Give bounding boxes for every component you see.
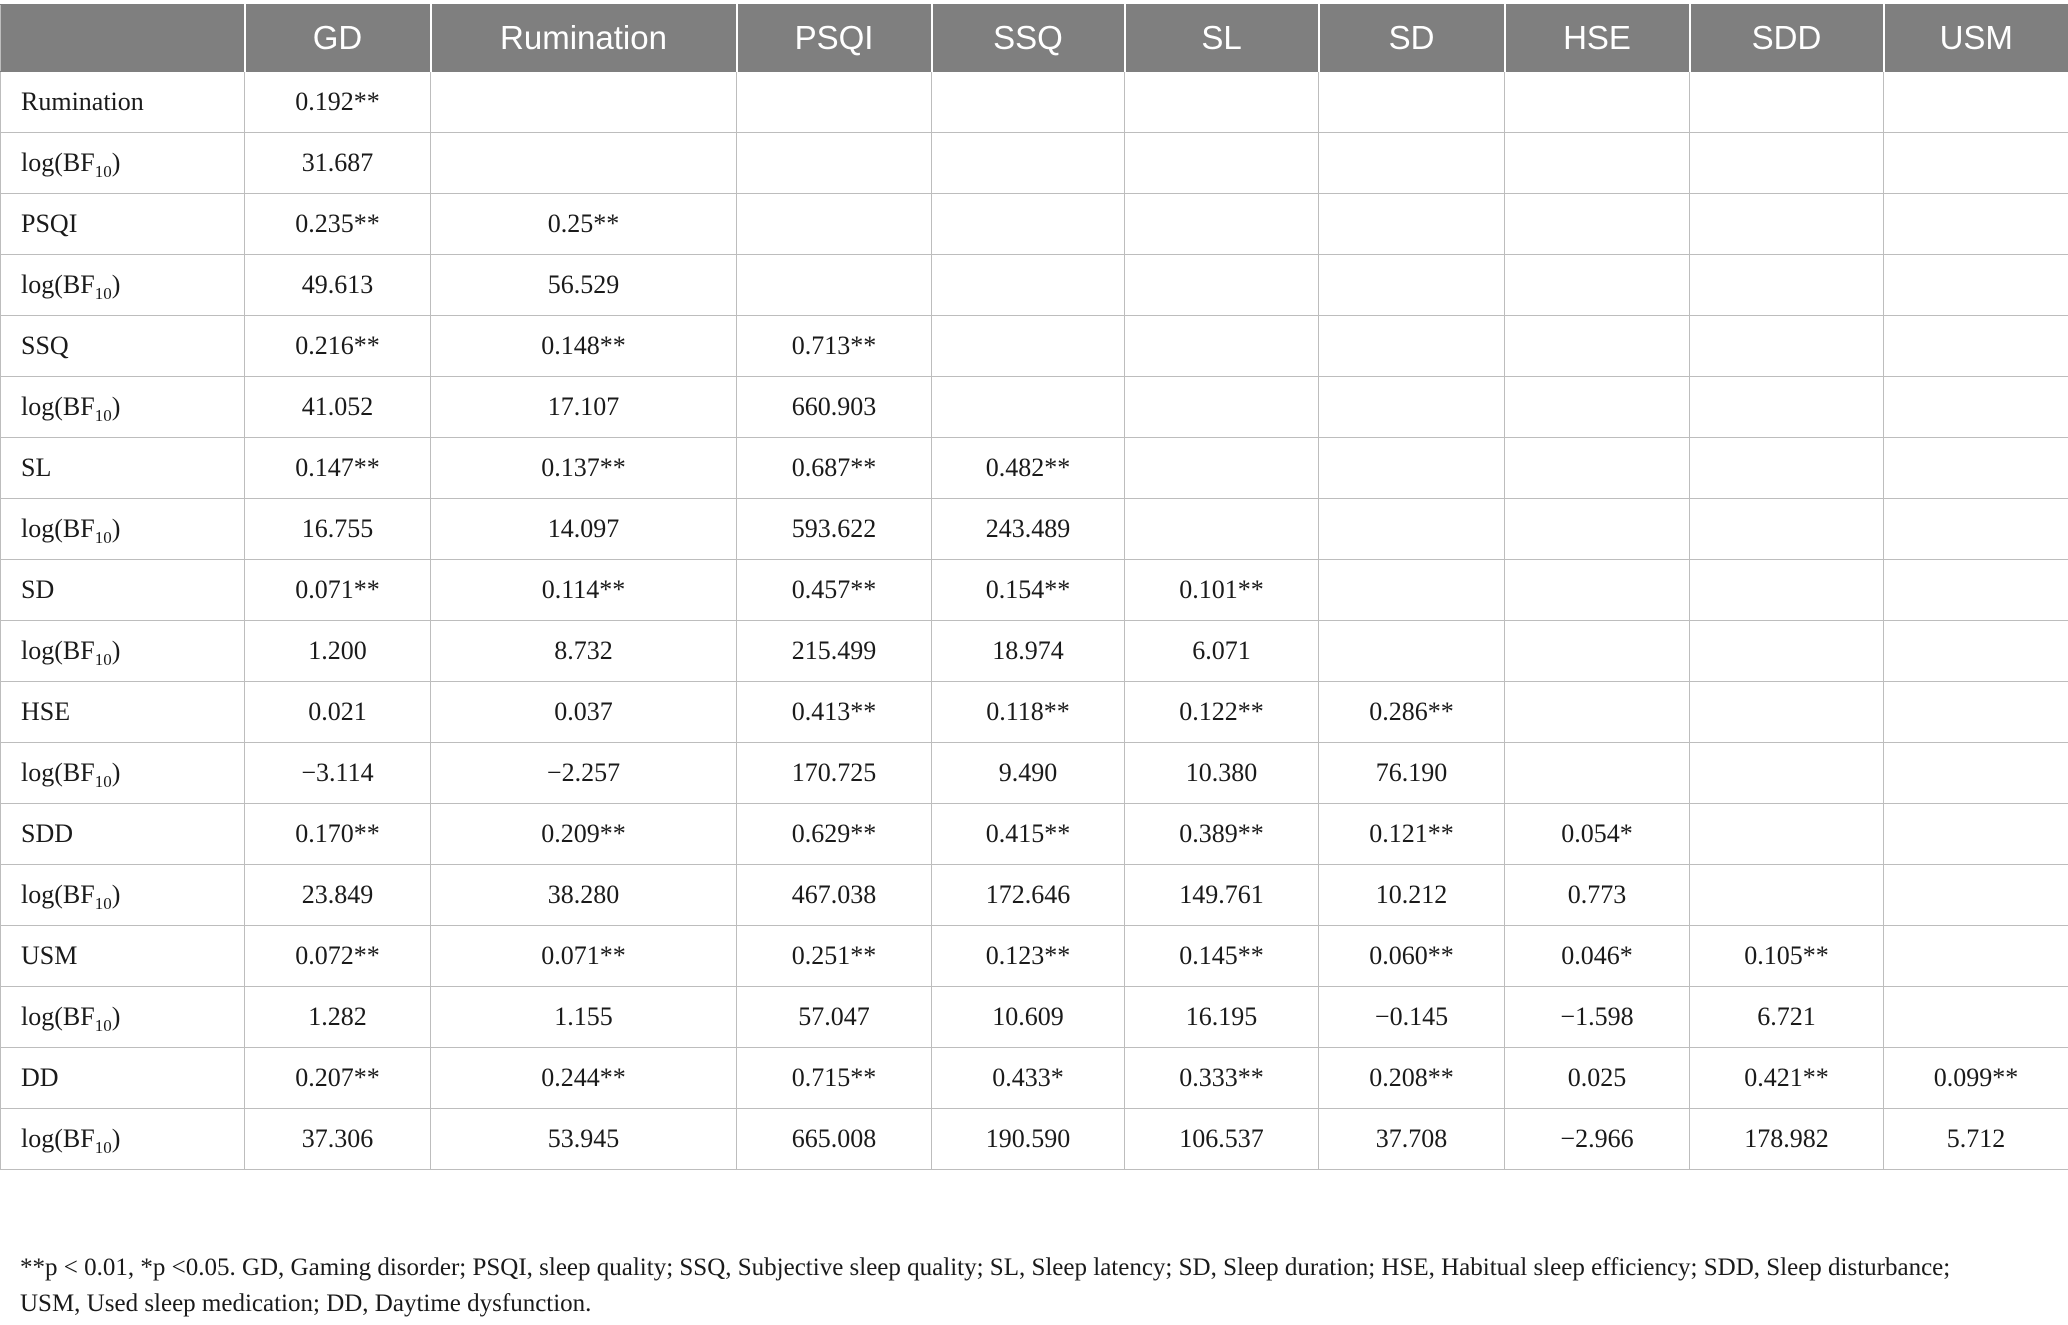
table-cell — [1319, 194, 1505, 255]
table-cell: 0.145** — [1125, 926, 1319, 987]
column-header: Rumination — [431, 5, 737, 72]
table-row-correlation — [1, 926, 2068, 987]
table-cell: 10.380 — [1125, 743, 1319, 804]
table-cell: 0.25** — [431, 194, 737, 255]
table-cell: 593.622 — [737, 499, 932, 560]
table-cell — [1690, 194, 1884, 255]
table-cell — [932, 316, 1125, 377]
table-cell: 1.200 — [245, 621, 431, 682]
bf-label-subscript: 10 — [94, 1016, 112, 1035]
table-cell: 0.207** — [245, 1048, 431, 1109]
table-cell: 18.974 — [932, 621, 1125, 682]
table-cell: 106.537 — [1125, 1109, 1319, 1170]
table-cell: 0.457** — [737, 560, 932, 621]
table-cell: 10.609 — [932, 987, 1125, 1048]
table-cell — [1690, 72, 1884, 133]
table-cell — [1319, 499, 1505, 560]
table-cell: 0.687** — [737, 438, 932, 499]
column-header: SSQ — [932, 5, 1125, 72]
row-label-log-bf10 — [1, 743, 245, 804]
table-cell: 49.613 — [245, 255, 431, 316]
bf-label-suffix: ) — [111, 1002, 121, 1031]
table-cell: 467.038 — [737, 865, 932, 926]
table-cell — [1884, 316, 2068, 377]
table-cell: 0.114** — [431, 560, 737, 621]
table-cell — [1505, 316, 1690, 377]
column-header — [1, 5, 245, 72]
table-cell: 37.306 — [245, 1109, 431, 1170]
table-cell: 0.216** — [245, 316, 431, 377]
table-row-bayes-factor — [1, 865, 2068, 926]
bf-label-suffix: ) — [111, 270, 121, 299]
table-cell — [1505, 438, 1690, 499]
column-header: HSE — [1505, 5, 1690, 72]
table-row-correlation — [1, 682, 2068, 743]
table-cell: 0.025 — [1505, 1048, 1690, 1109]
table-cell: 0.121** — [1319, 804, 1505, 865]
table-cell: 0.072** — [245, 926, 431, 987]
table-cell: 0.170** — [245, 804, 431, 865]
table-cell: 0.154** — [932, 560, 1125, 621]
table-cell: 1.282 — [245, 987, 431, 1048]
bf-label-suffix: ) — [111, 148, 121, 177]
table-cell — [1319, 255, 1505, 316]
bf-label-prefix: log(BF — [21, 392, 95, 421]
table-row-correlation — [1, 194, 2068, 255]
table-cell: −1.598 — [1505, 987, 1690, 1048]
table-cell: 0.389** — [1125, 804, 1319, 865]
column-header: SDD — [1690, 5, 1884, 72]
row-label-log-bf10 — [1, 255, 245, 316]
bf-label-subscript: 10 — [94, 650, 112, 669]
bf-label-prefix: log(BF — [21, 880, 95, 909]
table-cell — [1505, 194, 1690, 255]
table-cell: 9.490 — [932, 743, 1125, 804]
row-label-log-bf10 — [1, 865, 245, 926]
table-cell — [932, 133, 1125, 194]
table-cell: 243.489 — [932, 499, 1125, 560]
table-footnote — [20, 1250, 2060, 1322]
table-row-correlation — [1, 1048, 2068, 1109]
table-cell — [1690, 255, 1884, 316]
table-cell: 53.945 — [431, 1109, 737, 1170]
column-header: SD — [1319, 5, 1505, 72]
row-label-log-bf10 — [1, 987, 245, 1048]
table-cell — [1125, 499, 1319, 560]
table-cell: 0.209** — [431, 804, 737, 865]
table-cell — [1690, 743, 1884, 804]
table-cell — [1884, 377, 2068, 438]
column-header: GD — [245, 5, 431, 72]
table-cell — [1884, 72, 2068, 133]
table-cell: 10.212 — [1319, 865, 1505, 926]
table-cell: 0.713** — [737, 316, 932, 377]
bf-label-subscript: 10 — [94, 1138, 112, 1157]
table-cell — [1125, 255, 1319, 316]
table-cell: 8.732 — [431, 621, 737, 682]
table-cell: −3.114 — [245, 743, 431, 804]
table-cell — [737, 133, 932, 194]
table-cell — [1690, 682, 1884, 743]
table-cell — [737, 194, 932, 255]
bf-label-prefix: log(BF — [21, 270, 95, 299]
table-row-bayes-factor — [1, 743, 2068, 804]
header-row — [1, 5, 2068, 72]
table-cell — [1884, 865, 2068, 926]
bf-label-suffix: ) — [111, 1124, 121, 1153]
table-cell — [1884, 987, 2068, 1048]
table-cell: 0.433* — [932, 1048, 1125, 1109]
table-row-bayes-factor — [1, 133, 2068, 194]
table-cell: 0.208** — [1319, 1048, 1505, 1109]
table-cell — [1884, 560, 2068, 621]
table-cell: 0.101** — [1125, 560, 1319, 621]
table-cell: 0.147** — [245, 438, 431, 499]
bf-label-subscript: 10 — [94, 162, 112, 181]
column-header: SL — [1125, 5, 1319, 72]
table-row-correlation — [1, 804, 2068, 865]
column-header: USM — [1884, 5, 2068, 72]
table-cell: 0.415** — [932, 804, 1125, 865]
table-cell: 0.071** — [431, 926, 737, 987]
table-cell: 0.105** — [1690, 926, 1884, 987]
table-cell — [1125, 72, 1319, 133]
table-cell: −0.145 — [1319, 987, 1505, 1048]
row-label-log-bf10 — [1, 621, 245, 682]
row-label: SSQ — [1, 316, 245, 377]
table-cell: 0.118** — [932, 682, 1125, 743]
table-cell: 76.190 — [1319, 743, 1505, 804]
row-label: Rumination — [1, 72, 245, 133]
table-cell: 0.192** — [245, 72, 431, 133]
bf-label-subscript: 10 — [94, 406, 112, 425]
bf-label-subscript: 10 — [94, 284, 112, 303]
bf-label-suffix: ) — [111, 880, 121, 909]
table-cell — [1319, 377, 1505, 438]
table-cell — [1884, 621, 2068, 682]
table-cell — [1690, 804, 1884, 865]
table-cell — [1884, 682, 2068, 743]
table-cell — [1125, 377, 1319, 438]
table-cell — [932, 377, 1125, 438]
table-cell — [932, 72, 1125, 133]
table-cell: 0.060** — [1319, 926, 1505, 987]
table-cell: 0.773 — [1505, 865, 1690, 926]
bf-label-prefix: log(BF — [21, 514, 95, 543]
table-cell: 0.148** — [431, 316, 737, 377]
table-cell — [1690, 621, 1884, 682]
table-cell — [1690, 438, 1884, 499]
table-row-bayes-factor — [1, 1109, 2068, 1170]
table-cell — [932, 255, 1125, 316]
table-cell — [1319, 621, 1505, 682]
bf-label-subscript: 10 — [94, 528, 112, 547]
table-cell — [1690, 316, 1884, 377]
table-cell: 172.646 — [932, 865, 1125, 926]
table-cell — [431, 72, 737, 133]
table-cell: 178.982 — [1690, 1109, 1884, 1170]
footnote-line: USM, Used sleep medication; DD, Daytime dysfunction. — [20, 1290, 592, 1317]
table-cell: 0.251** — [737, 926, 932, 987]
bf-label-subscript: 10 — [94, 894, 112, 913]
table-row-correlation — [1, 560, 2068, 621]
table-cell: 0.037 — [431, 682, 737, 743]
bf-label-suffix: ) — [111, 392, 121, 421]
row-label: SDD — [1, 804, 245, 865]
table-row-correlation — [1, 316, 2068, 377]
table-cell — [737, 255, 932, 316]
table-cell — [1505, 621, 1690, 682]
table-cell — [1505, 377, 1690, 438]
table-cell: 0.099** — [1884, 1048, 2068, 1109]
footnote-line: **p < 0.01, *p <0.05. GD, Gaming disorder; PSQI, sleep quality; SSQ, Subjective sleep quality; SL, Sleep latency; SD, Sleep duration; HSE, Habitual sleep efficiency; SDD, Sleep disturbance; — [20, 1254, 1951, 1281]
bf-label-prefix: log(BF — [21, 758, 95, 787]
bf-label-prefix: log(BF — [21, 1002, 95, 1031]
table-cell: 5.712 — [1884, 1109, 2068, 1170]
table-cell — [1884, 438, 2068, 499]
table-cell — [1884, 194, 2068, 255]
table-cell: 0.021 — [245, 682, 431, 743]
table-cell: 37.708 — [1319, 1109, 1505, 1170]
table-cell — [737, 72, 932, 133]
table-cell: 38.280 — [431, 865, 737, 926]
table-cell: 16.195 — [1125, 987, 1319, 1048]
table-row-correlation — [1, 72, 2068, 133]
table-cell: 0.123** — [932, 926, 1125, 987]
row-label: DD — [1, 1048, 245, 1109]
table-cell — [1125, 194, 1319, 255]
bf-label-suffix: ) — [111, 636, 121, 665]
table-cell — [1690, 865, 1884, 926]
table-row-bayes-factor — [1, 987, 2068, 1048]
table-cell — [1319, 72, 1505, 133]
table-cell: 0.054* — [1505, 804, 1690, 865]
table-row-bayes-factor — [1, 255, 2068, 316]
row-label: PSQI — [1, 194, 245, 255]
table-row-bayes-factor — [1, 377, 2068, 438]
table-cell — [932, 194, 1125, 255]
table-cell: 41.052 — [245, 377, 431, 438]
correlation-table — [0, 4, 2068, 1170]
table-cell: 0.071** — [245, 560, 431, 621]
table-row-bayes-factor — [1, 499, 2068, 560]
table-cell: 149.761 — [1125, 865, 1319, 926]
table-cell: 17.107 — [431, 377, 737, 438]
table-cell — [1505, 560, 1690, 621]
table-cell — [1690, 133, 1884, 194]
table-cell: 14.097 — [431, 499, 737, 560]
table-cell — [1884, 133, 2068, 194]
row-label: USM — [1, 926, 245, 987]
table-cell — [1690, 560, 1884, 621]
table-cell: 0.715** — [737, 1048, 932, 1109]
table-cell: 16.755 — [245, 499, 431, 560]
table-cell: 0.333** — [1125, 1048, 1319, 1109]
table-cell — [1884, 743, 2068, 804]
table-cell — [1505, 255, 1690, 316]
bf-label-prefix: log(BF — [21, 1124, 95, 1153]
table-cell: 0.244** — [431, 1048, 737, 1109]
table-cell — [431, 133, 737, 194]
row-label: SL — [1, 438, 245, 499]
table-cell — [1505, 133, 1690, 194]
table-cell — [1319, 316, 1505, 377]
table-cell: 1.155 — [431, 987, 737, 1048]
table-cell — [1319, 133, 1505, 194]
table-cell — [1884, 499, 2068, 560]
table-body — [1, 72, 2068, 1170]
table-cell: 0.137** — [431, 438, 737, 499]
table-cell: 0.421** — [1690, 1048, 1884, 1109]
table-cell — [1125, 438, 1319, 499]
row-label-log-bf10 — [1, 499, 245, 560]
table-cell — [1125, 316, 1319, 377]
table-cell: 0.235** — [245, 194, 431, 255]
table-cell — [1505, 72, 1690, 133]
column-header: PSQI — [737, 5, 932, 72]
table-cell — [1505, 682, 1690, 743]
row-label: HSE — [1, 682, 245, 743]
table-cell: 31.687 — [245, 133, 431, 194]
table-cell: 215.499 — [737, 621, 932, 682]
table-cell: 170.725 — [737, 743, 932, 804]
table-cell — [1884, 804, 2068, 865]
table-cell: 0.122** — [1125, 682, 1319, 743]
row-label-log-bf10 — [1, 133, 245, 194]
table-cell — [1884, 255, 2068, 316]
table-cell: −2.966 — [1505, 1109, 1690, 1170]
table-cell — [1319, 438, 1505, 499]
table-cell: 0.413** — [737, 682, 932, 743]
table-row-bayes-factor — [1, 621, 2068, 682]
table-cell — [1690, 377, 1884, 438]
table-cell: 190.590 — [932, 1109, 1125, 1170]
bf-label-suffix: ) — [111, 758, 121, 787]
row-label-log-bf10 — [1, 377, 245, 438]
row-label-log-bf10 — [1, 1109, 245, 1170]
table-cell: −2.257 — [431, 743, 737, 804]
table-row-correlation — [1, 438, 2068, 499]
bf-label-suffix: ) — [111, 514, 121, 543]
row-label: SD — [1, 560, 245, 621]
bf-label-prefix: log(BF — [21, 148, 95, 177]
table-cell: 6.071 — [1125, 621, 1319, 682]
table-cell — [1690, 499, 1884, 560]
table-cell — [1505, 499, 1690, 560]
table-cell — [1505, 743, 1690, 804]
table-cell: 6.721 — [1690, 987, 1884, 1048]
table-cell: 23.849 — [245, 865, 431, 926]
table-cell: 57.047 — [737, 987, 932, 1048]
table-cell: 0.046* — [1505, 926, 1690, 987]
bf-label-prefix: log(BF — [21, 636, 95, 665]
table-cell — [1125, 133, 1319, 194]
bf-label-subscript: 10 — [94, 772, 112, 791]
table-cell: 56.529 — [431, 255, 737, 316]
table-cell: 0.482** — [932, 438, 1125, 499]
table-cell: 0.286** — [1319, 682, 1505, 743]
table-cell: 660.903 — [737, 377, 932, 438]
table-cell: 665.008 — [737, 1109, 932, 1170]
table-cell: 0.629** — [737, 804, 932, 865]
table-cell — [1884, 926, 2068, 987]
table-cell — [1319, 560, 1505, 621]
